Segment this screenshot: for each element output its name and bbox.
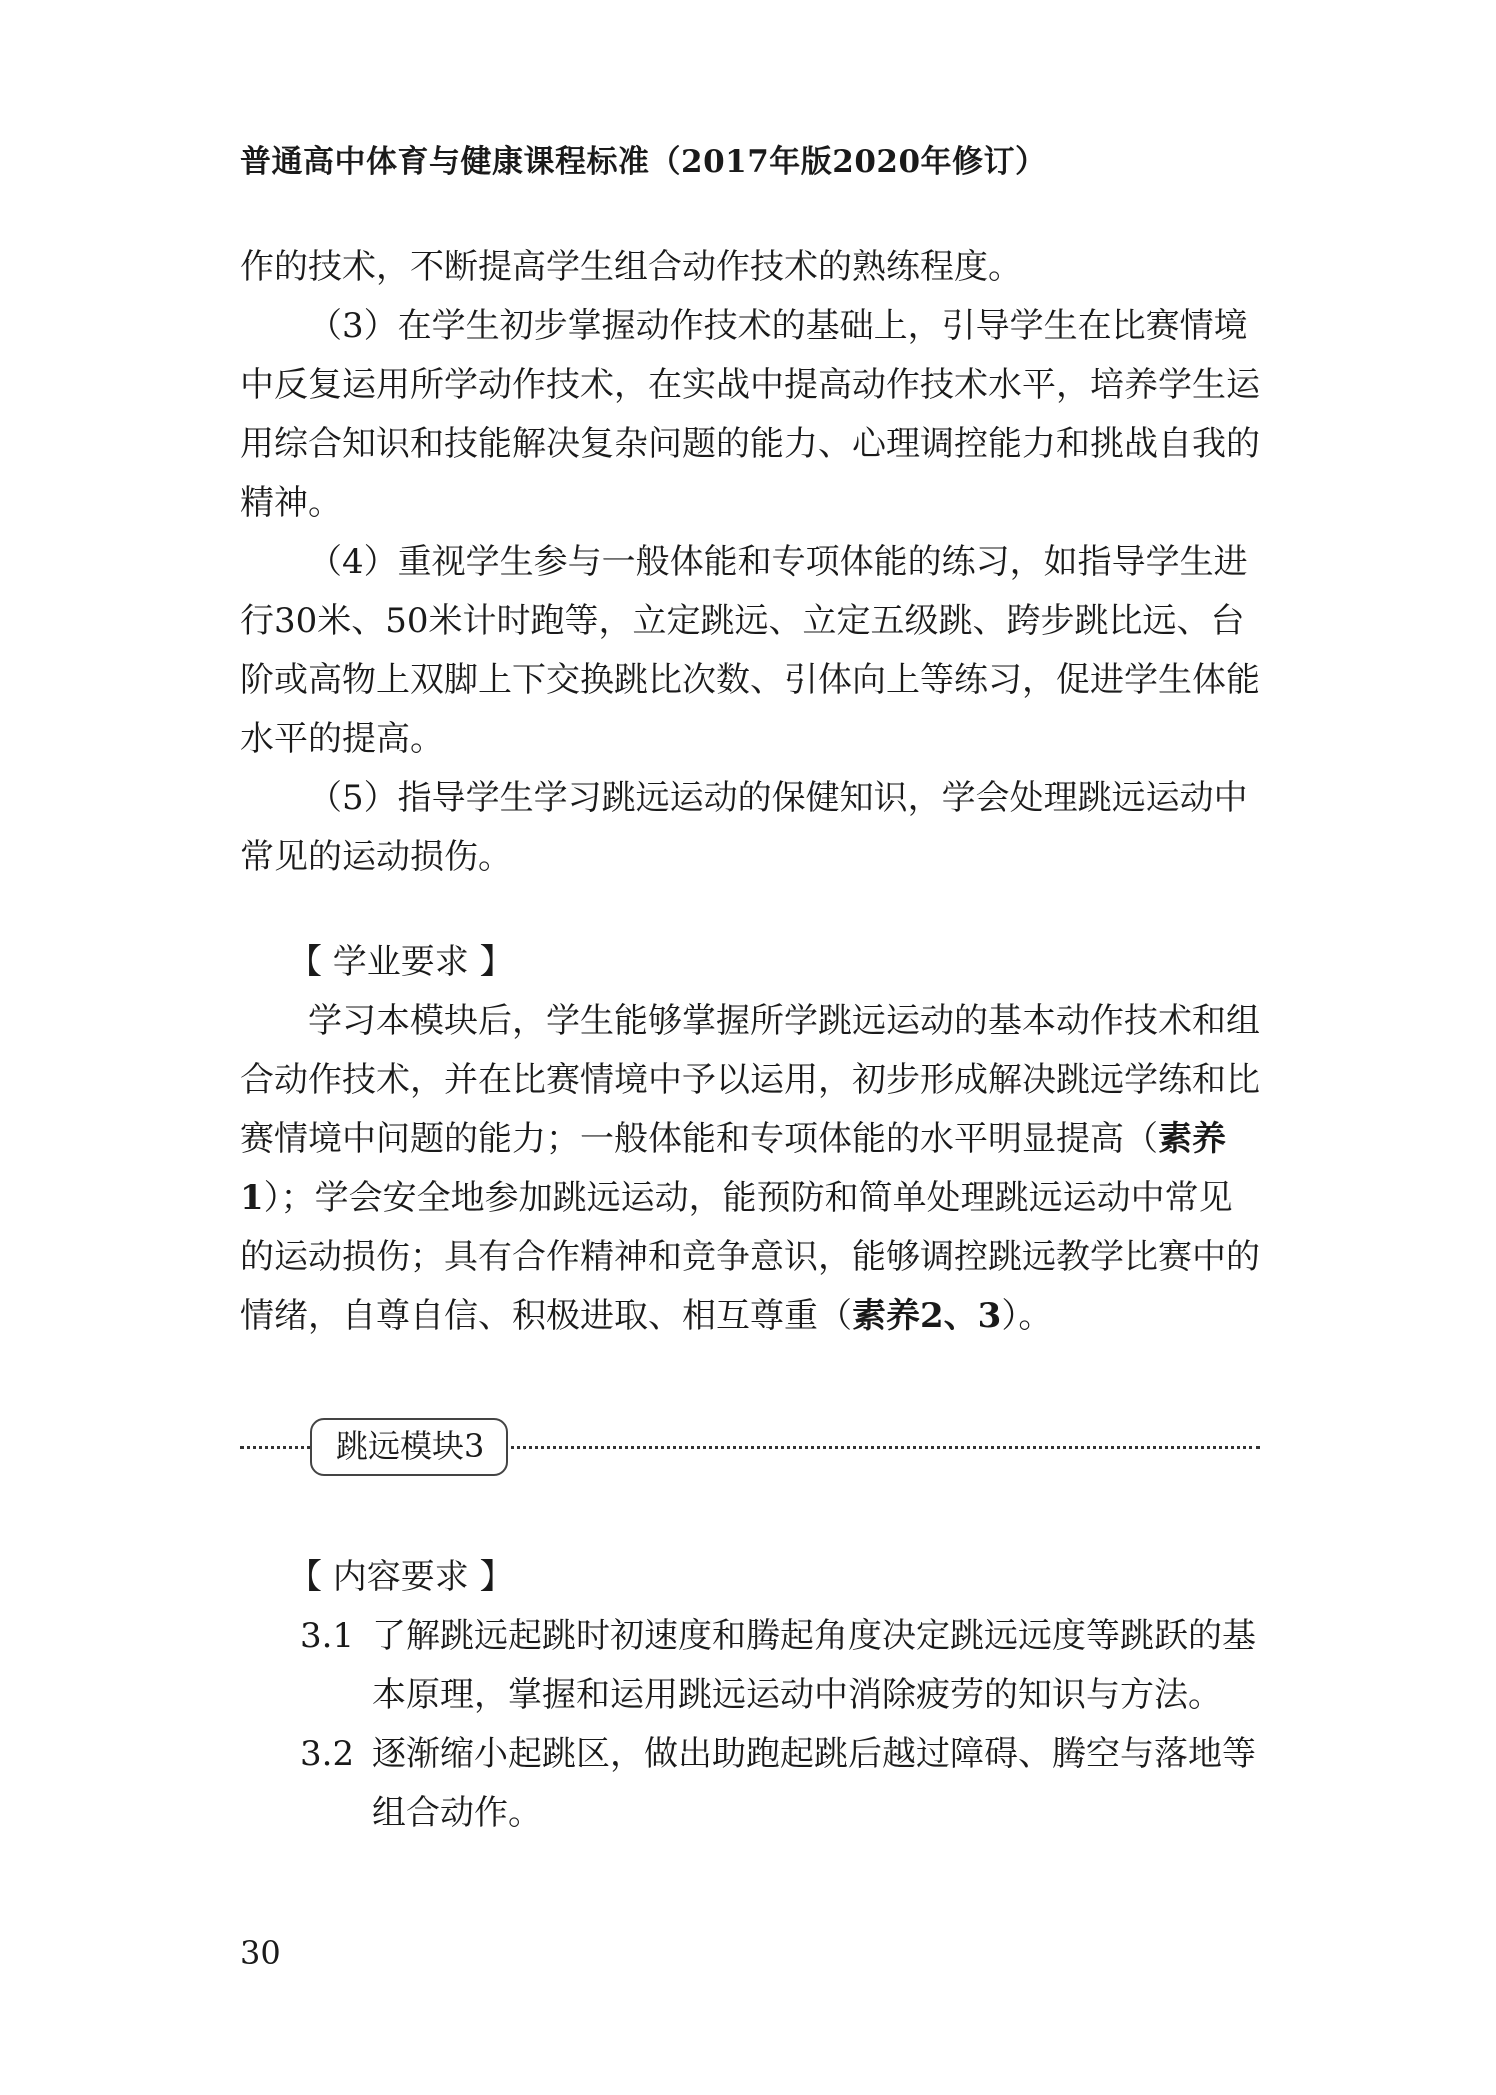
page-header-title: 普通高中体育与健康课程标准（2017年版2020年修订） bbox=[240, 144, 1047, 180]
academic-requirements-text bbox=[240, 992, 1260, 1346]
page-body bbox=[240, 238, 1260, 1843]
requirement-text: 逐渐缩小起跳区，做出助跑起跳后越过障碍、腾空与落地等组合动作。 bbox=[372, 1734, 1256, 1833]
requirement-item bbox=[240, 1607, 1260, 1725]
spacer bbox=[240, 1346, 1260, 1418]
paragraph-item-3: （3）在学生初步掌握动作技术的基础上，引导学生在比赛情境中反复运用所学动作技术，在实战中提高动作技术水平，培养学生运用综合知识和技能解决复杂问题的能力、心理调控能力和挑战自我的精神。 bbox=[240, 306, 1260, 523]
requirement-number: 3.2 bbox=[300, 1734, 355, 1774]
academic-text-part-2: ）；学会安全地参加跳远运动，能预防和简单处理跳远运动中常见的运动损伤；具有合作精神和竞争意识，能够调控跳远教学比赛中的情绪，自尊自信、积极进取、相互尊重（ bbox=[240, 1178, 1260, 1336]
academic-text-part-3: ）。 bbox=[1001, 1296, 1053, 1336]
paragraph-item-5: （5）指导学生学习跳远运动的保健知识，学会处理跳远运动中常见的运动损伤。 bbox=[240, 778, 1248, 877]
spacer bbox=[240, 1476, 1260, 1548]
requirement-number: 3.1 bbox=[300, 1616, 355, 1656]
module-label: 跳远模块3 bbox=[310, 1418, 508, 1476]
academic-requirements-heading: 【 学业要求 】 bbox=[288, 942, 514, 982]
literacy-ref-2: 素养2、3 bbox=[852, 1296, 1002, 1336]
paragraph-item-4: （4）重视学生参与一般体能和专项体能的练习，如指导学生进行30米、50米计时跑等，立定跳远、立定五级跳、跨步跳比远、台阶或高物上双脚上下交换跳比次数、引体向上等练习，促进学生体能水平的提高。 bbox=[240, 542, 1260, 759]
page-number: 30 bbox=[240, 1934, 281, 1972]
content-requirements-heading: 【 内容要求 】 bbox=[288, 1557, 514, 1597]
academic-text-part-1: 学习本模块后，学生能够掌握所学跳远运动的基本动作技术和组合动作技术，并在比赛情境中予以运用，初步形成解决跳远学练和比赛情境中问题的能力；一般体能和专项体能的水平明显提高（ bbox=[240, 1001, 1260, 1159]
spacer bbox=[240, 887, 1260, 933]
requirement-item bbox=[240, 1725, 1260, 1843]
paragraph-continuation: 作的技术，不断提高学生组合动作技术的熟练程度。 bbox=[240, 247, 1022, 287]
requirement-text: 了解跳远起跳时初速度和腾起角度决定跳远远度等跳跃的基本原理，掌握和运用跳远运动中消除疲劳的知识与方法。 bbox=[372, 1616, 1256, 1715]
literacy-ref-1: 素养1 bbox=[240, 1119, 1226, 1218]
module-divider bbox=[240, 1418, 1260, 1476]
